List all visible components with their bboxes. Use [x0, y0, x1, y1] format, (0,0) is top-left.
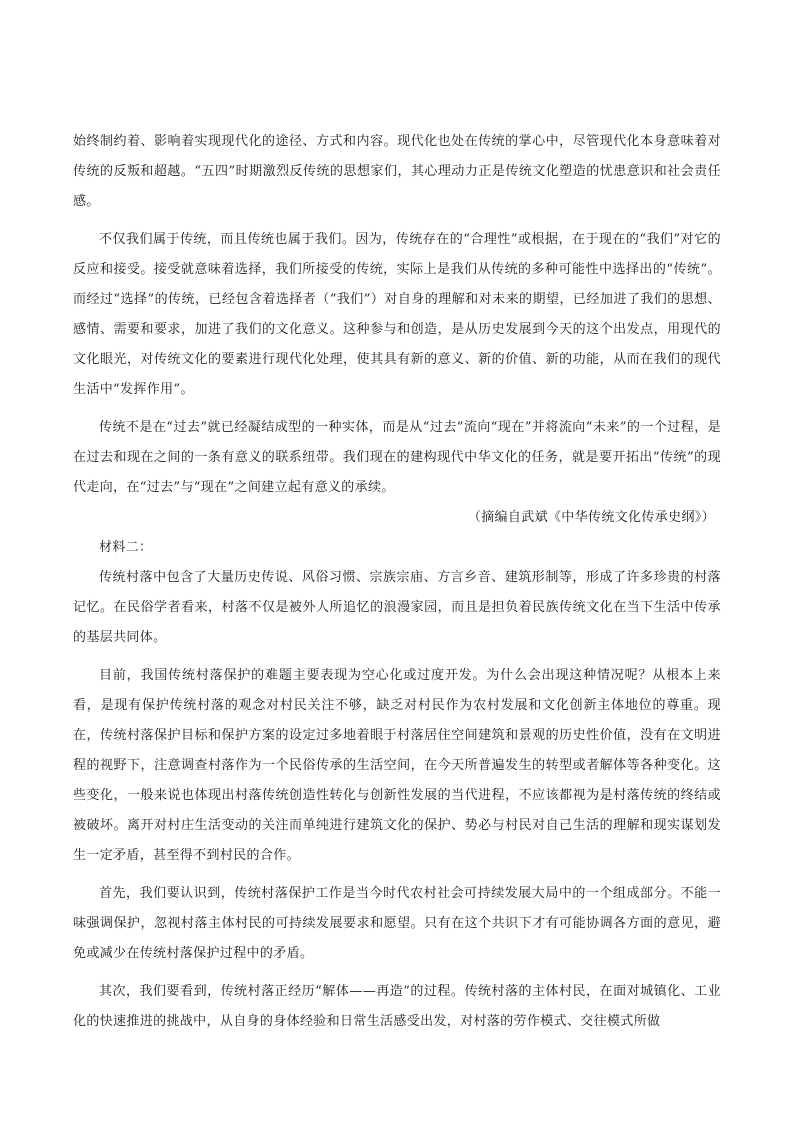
material-two-paragraph-1: 传统村落中包含了大量历史传说、风俗习惯、宗族宗庙、方言乡音、建筑形制等，形成了许多珍贵的村落记忆。在民俗学者看来，村落不仅是被外人所追忆的浪漫家园，而且是担负着民族传统文化在当下生活中传承的基层共同体。 [73, 570, 721, 645]
body-paragraph-2: 不仅我们属于传统，而且传统也属于我们。因为，传统存在的“合理性”或根据，在于现在的“我们”对它的反应和接受。接受就意味着选择，我们所接受的传统，实际上是我们从传统的多种可能性中选择出的“传统”。而经过“选择”的传统，已经包含着选择者（“我们”）对自身的理解和对未来的期望，已经加进了我们的思想、感情、需要和要求，加进了我们的文化意义。这种参与和创造，是从历史发展到今天的这个出发点，用现代的文化眼光，对传统文化的要素进行现代化处理，使其具有新的意义、新的价值、新的功能，从而在我们的现代生活中“发挥作用”。 [73, 232, 721, 397]
material-two-heading: 材料二： [99, 540, 153, 555]
paragraph-gap [73, 405, 721, 413]
body-paragraph-3: 传统不是在“过去”就已经凝结成型的一种实体，而是从“过去”流向“现在”并将流向“未来”的一个过程，是在过去和现在之间的一条有意义的联系纽带。我们现在的建构现代中华文化的任务，就是要开拓出“传统”的现代走向，在“过去”与“现在”之间建立起有意义的承续。 [73, 420, 721, 495]
material-two-paragraph-3: 首先，我们要认识到，传统村落保护工作是当今时代农村社会可持续发展大局中的一个组成部分。不能一味强调保护，忽视村落主体村民的可持续发展要求和愿望。只有在这个共识下才有可能协调各方面的意见，避免或减少在传统村落保护过程中的矛盾。 [73, 886, 721, 961]
material-two-paragraph-4: 其次，我们要看到，传统村落正经历“解体——再造”的过程。传统村落的主体村民，在面对城镇化、工业化的快速推进的挑战中，从自身的身体经验和日常生活感受出发，对村落的劳作模式、交往模式所做 [73, 984, 721, 1029]
body-paragraph-1: 始终制约着、影响着实现现代化的途径、方式和内容。现代化也处在传统的掌心中，尽管现代化本身意味着对传统的反叛和超越。“五四”时期激烈反传统的思想家们，其心理动力正是传统文化塑造的忧患意识和社会责任感。 [73, 134, 721, 209]
paragraph-gap [73, 653, 721, 661]
material-two-paragraph-2: 目前，我国传统村落保护的难题主要表现为空心化或过度开发。为什么会出现这种情况呢？从根本上来看，是现有保护传统村落的观念对村民关注不够，缺乏对村民作为农村发展和文化创新主体地位的尊重。现在，传统村落保护目标和保护方案的设定过多地着眼于村落居住空间建筑和景观的历史性价值，没有在文明进程的视野下，注意调查村落作为一个民俗传承的生活空间，在今天所普遍发生的转型或者解体等各种变化。这些变化，一般来说也体现出村落传统创造性转化与创新性发展的当代进程，不应该都视为是村落传统的终结或被破坏。离开对村庄生活变动的关注而单纯进行建筑文化的保护、势必与村民对自己生活的理解和现实谋划发生一定矛盾，甚至得不到村民的合作。 [73, 668, 721, 863]
paragraph-gap [73, 871, 721, 879]
document-body [73, 127, 721, 1037]
source-citation: （摘编自武斌《中华传统文化传承史纲》） [467, 510, 715, 525]
paragraph-gap [73, 969, 721, 977]
paragraph-gap [73, 217, 721, 225]
